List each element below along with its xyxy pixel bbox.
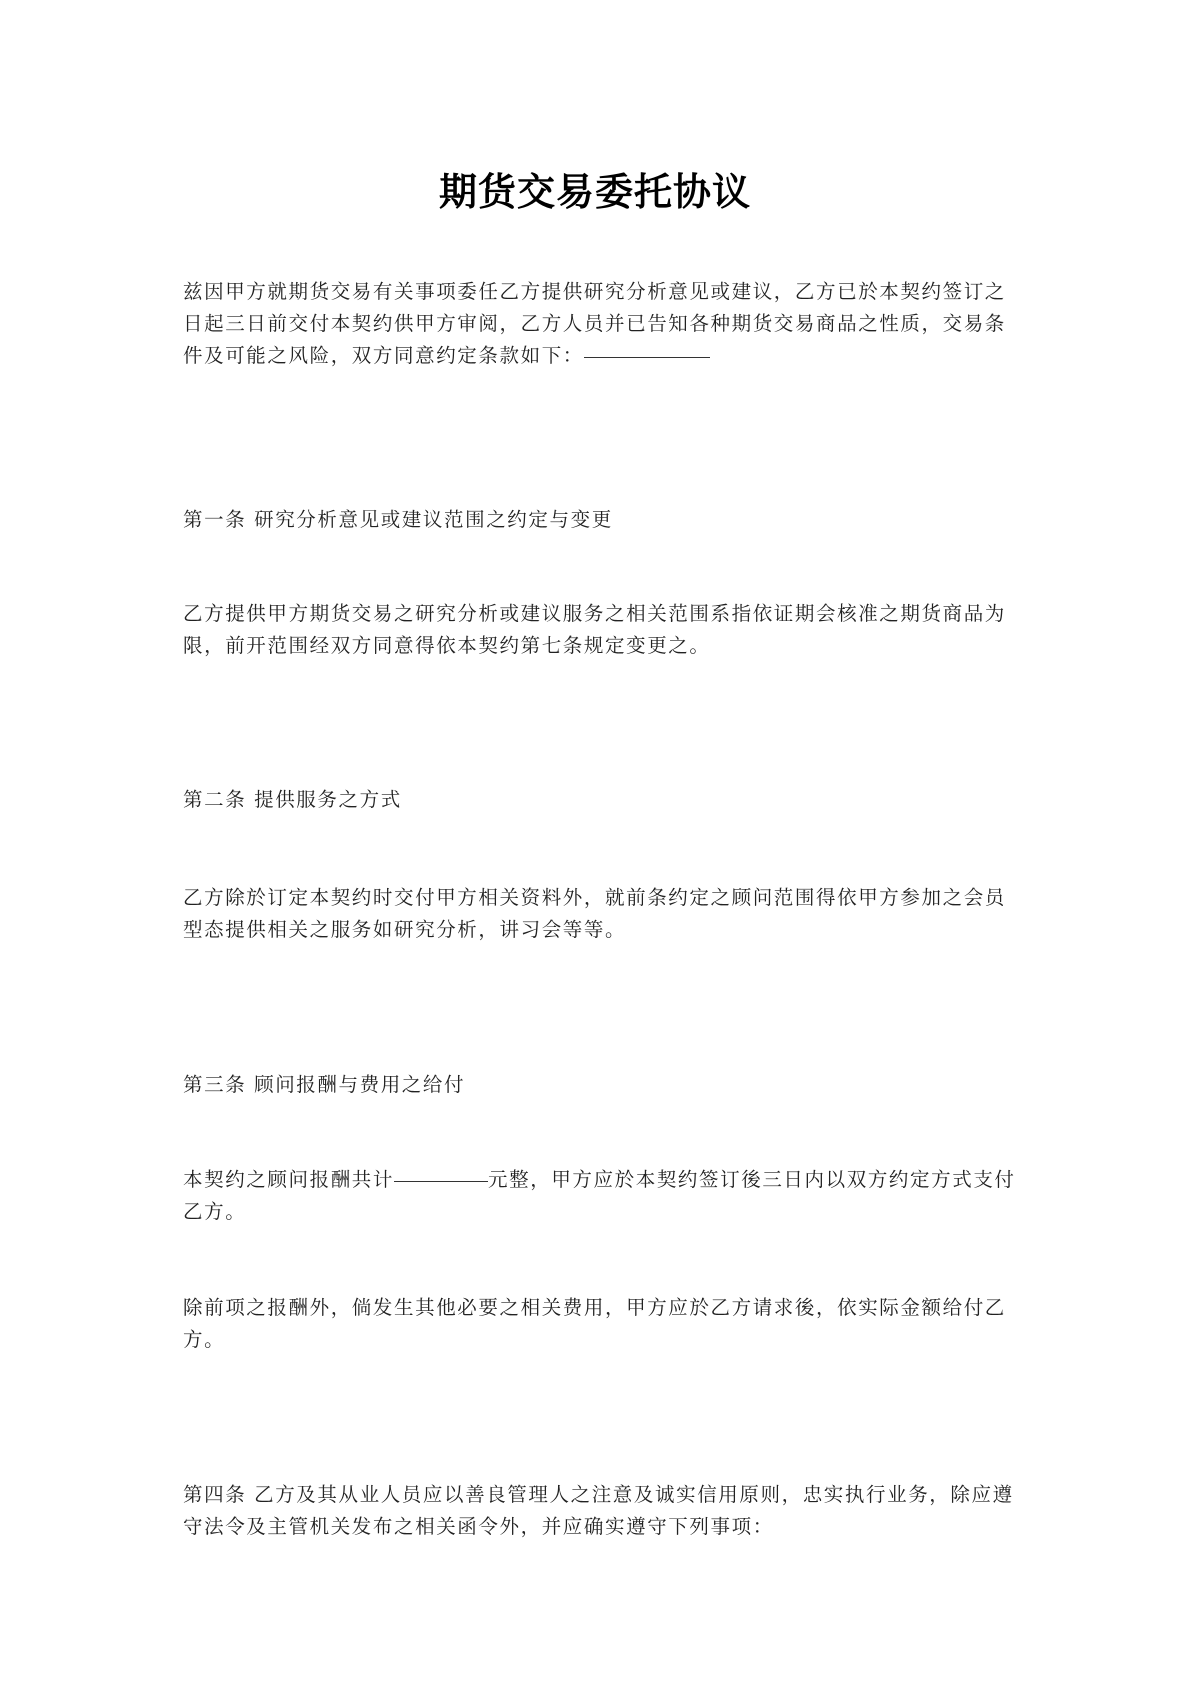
section-1-heading (183, 504, 1019, 536)
intro-paragraph (183, 276, 1019, 372)
intro-line-3-text: 件及可能之风险，双方同意约定条款如下： (183, 344, 584, 367)
section-4-line-1: 第四条 乙方及其从业人员应以善良管理人之注意及诚实信用原则，忠实执行业务，除应遵 (183, 1483, 1014, 1506)
fee-text-after: 元整，甲方应於本契约签订後三日内以双方约定方式支付 (488, 1168, 1016, 1191)
section-1-line-1: 乙方提供甲方期货交易之研究分析或建议服务之相关范围系指依证期会核准之期货商品为 (183, 602, 1006, 625)
intro-line-1: 兹因甲方就期货交易有关事项委任乙方提供研究分析意见或建议，乙方已於本契约签订之 (183, 280, 1006, 303)
intro-line-3 (183, 340, 1019, 372)
section-3-heading-text: 第三条 顾问报酬与费用之给付 (183, 1073, 466, 1096)
section-1-line-2: 限，前开范围经双方同意得依本契约第七条规定变更之。 (183, 634, 711, 657)
section-3-p2-line-2: 方。 (183, 1328, 226, 1351)
section-2-paragraph (183, 882, 1019, 946)
section-3-paragraph-2 (183, 1292, 1019, 1356)
intro-blank-field[interactable] (584, 356, 710, 358)
intro-line-2: 日起三日前交付本契约供甲方审阅，乙方人员并已告知各种期货交易商品之性质，交易条 (183, 312, 1006, 335)
section-2-heading-text: 第二条 提供服务之方式 (183, 788, 402, 811)
section-2-line-1: 乙方除於订定本契约时交付甲方相关资料外，就前条约定之顾问范围得依甲方参加之会员 (183, 886, 1006, 909)
section-3-p1-line-1 (183, 1164, 1019, 1196)
fee-amount-blank-field[interactable] (394, 1180, 488, 1182)
section-1-paragraph (183, 598, 1019, 662)
fee-text-before: 本契约之顾问报酬共计 (183, 1168, 395, 1191)
section-4-line-2: 守法令及主管机关发布之相关函令外，并应确实遵守下列事项： (183, 1515, 774, 1538)
section-2-heading (183, 784, 1019, 816)
section-3-heading (183, 1069, 1019, 1101)
section-4-heading (183, 1479, 1019, 1543)
section-3-p1-line-2: 乙方。 (183, 1200, 247, 1223)
section-2-line-2: 型态提供相关之服务如研究分析，讲习会等等。 (183, 918, 627, 941)
section-3-paragraph-1 (183, 1164, 1019, 1228)
section-3-p2-line-1: 除前项之报酬外，倘发生其他必要之相关费用，甲方应於乙方请求後，依实际金额给付乙 (183, 1296, 1006, 1319)
document-title: 期货交易委托协议 (438, 169, 751, 214)
section-1-heading-text: 第一条 研究分析意见或建议范围之约定与变更 (183, 508, 613, 531)
